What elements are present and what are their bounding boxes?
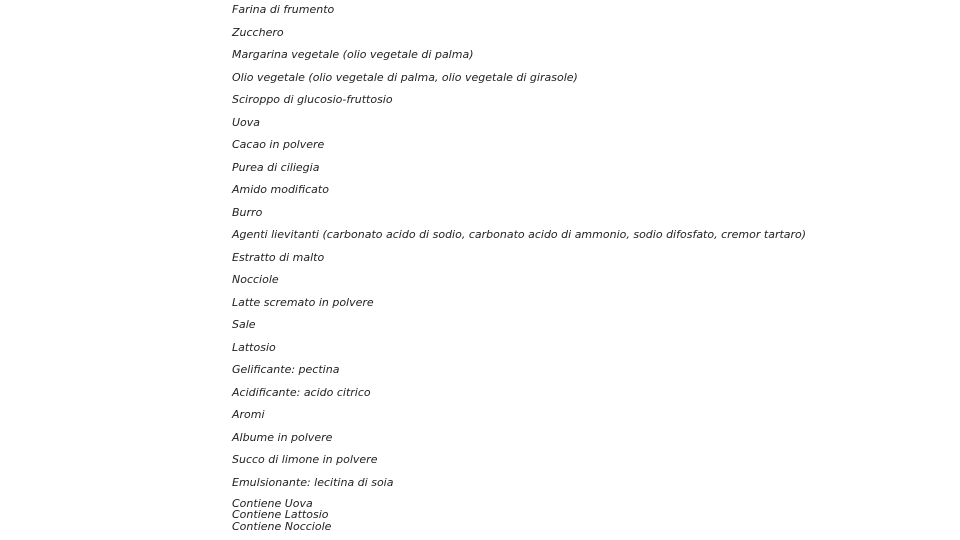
ingredients-list bbox=[232, 3, 806, 498]
ingredient-item: Gelificante: pectina bbox=[232, 363, 340, 376]
allergen-line: Contiene Nocciole bbox=[232, 519, 332, 533]
allergen-statements bbox=[232, 498, 331, 532]
ingredient-item: Burro bbox=[232, 205, 263, 219]
ingredient-item: Succo di limone in polvere bbox=[232, 453, 378, 466]
ingredient-item: Margarina vegetale (olio vegetale di palma) bbox=[232, 48, 474, 61]
ingredient-item: Agenti lievitanti (carbonato acido di sodio, carbonato acido di ammonio, sodio difosfato, cremor tartaro) bbox=[232, 228, 807, 241]
ingredient-item: Estratto di malto bbox=[232, 250, 325, 264]
ingredient-item: Amido modificato bbox=[232, 183, 329, 196]
ingredient-item: Nocciole bbox=[232, 273, 279, 286]
allergen-line: Contiene Uova bbox=[232, 497, 313, 510]
ingredient-item: Sciroppo di glucosio-fruttosio bbox=[232, 93, 393, 106]
ingredient-item: Latte scremato in polvere bbox=[232, 295, 374, 309]
ingredient-item: Uova bbox=[232, 115, 261, 129]
ingredient-item: Sale bbox=[232, 318, 256, 331]
ingredient-item: Purea di ciliegia bbox=[232, 160, 320, 174]
allergen-line: Contiene Lattosio bbox=[232, 508, 329, 522]
ingredient-item: Acidificante: acido citrico bbox=[232, 385, 371, 399]
ingredient-item: Olio vegetale (olio vegetale di palma, olio vegetale di girasole) bbox=[232, 70, 578, 84]
ingredient-item: Cacao in polvere bbox=[232, 138, 325, 151]
ingredient-item: Farina di frumento bbox=[232, 3, 335, 16]
ingredient-item: Albume in polvere bbox=[232, 430, 333, 444]
ingredient-item: Aromi bbox=[232, 408, 265, 421]
ingredient-item: Lattosio bbox=[232, 340, 276, 354]
ingredient-item: Zucchero bbox=[232, 25, 284, 39]
ingredient-item: Emulsionante: lecitina di soia bbox=[232, 475, 394, 489]
